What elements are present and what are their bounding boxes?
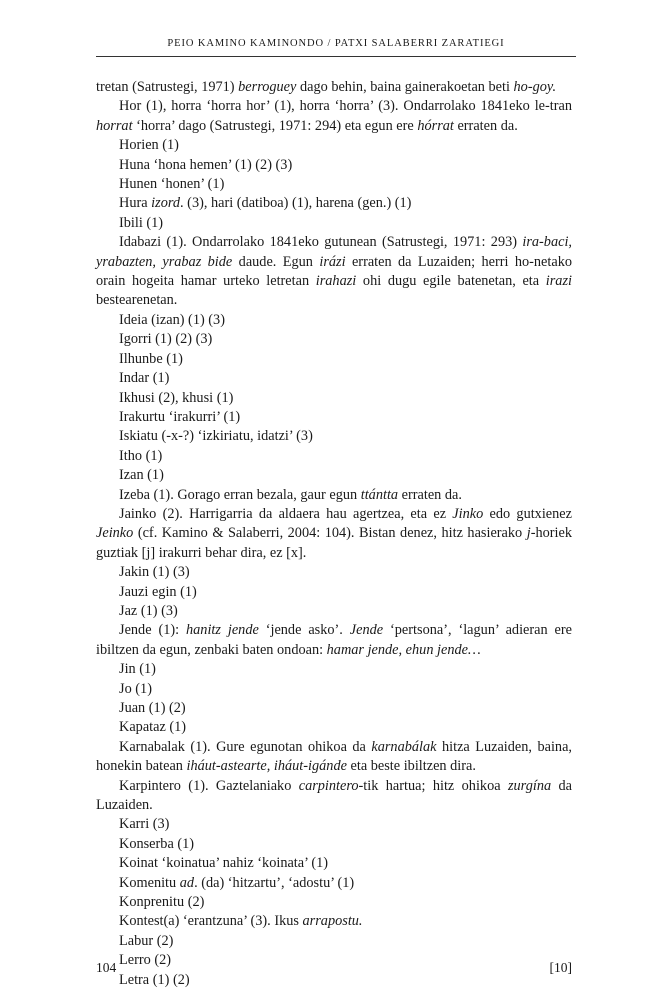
italic-term: hanitz jende <box>186 622 259 639</box>
text-run: Horien (1) <box>119 137 179 154</box>
text-run: ‘jende asko’. <box>258 622 350 639</box>
text-run: bestearenetan. <box>96 292 178 309</box>
text-run: Izeba (1). Gorago erran bezala, gaur egun <box>119 486 361 503</box>
glossary-entry <box>96 408 572 427</box>
glossary-entry <box>96 835 572 854</box>
text-run: Hura <box>119 195 152 212</box>
glossary-entry <box>96 660 572 679</box>
text-run: Jaz (1) (3) <box>119 602 178 619</box>
text-run: Lerro (2) <box>119 952 171 969</box>
text-run: -horiek guztiak [j] irakurri behar dira, ez [x]. <box>96 525 572 561</box>
text-run: ‘pertsona’, ‘lagun’ adieran ere ibiltzen da egun, zenbaki baten ondoan: <box>96 622 572 658</box>
text-run: Ibili (1) <box>119 214 164 231</box>
running-header: PEIO KAMINO KAMINONDO / PATXI SALABERRI ZARATIEGI <box>167 38 505 49</box>
text-run: Idabazi (1). Ondarrolako 1841eko gutunean (Satrustegi, 1971: 293) <box>119 234 523 251</box>
paragraph <box>96 777 572 816</box>
glossary-entry <box>96 854 572 873</box>
paragraph <box>96 621 572 660</box>
paragraph <box>96 505 572 563</box>
glossary-entry <box>96 156 572 175</box>
text-run: Ilhunbe (1) <box>119 350 183 367</box>
italic-term: irazi <box>545 273 572 290</box>
text-run: Kapataz (1) <box>119 719 187 736</box>
italic-term: Jende <box>349 622 384 639</box>
text-run: Igorri (1) (2) (3) <box>119 331 213 348</box>
italic-term: berroguey <box>238 79 297 95</box>
italic-term: zurgína <box>507 777 552 794</box>
text-run: Konserba (1) <box>119 835 195 852</box>
text-run: dago behin, baina gainerakoetan beti <box>296 79 514 95</box>
glossary-entry <box>96 389 572 408</box>
text-run: Ideia (izan) (1) (3) <box>119 311 225 328</box>
text-run: Jende (1): <box>119 622 186 639</box>
italic-term: ad <box>179 874 195 891</box>
text-run: Koinat ‘koinatua’ nahiz ‘koinata’ (1) <box>119 855 329 872</box>
glossary-entry <box>96 136 572 155</box>
glossary-entry <box>96 815 572 834</box>
text-run: Kontest(a) ‘erantzuna’ (3). Ikus <box>119 913 303 930</box>
text-run: Iskiatu (-x-?) ‘izkiriatu, idatzi’ (3) <box>119 428 313 445</box>
text-run: Irakurtu ‘irakurri’ (1) <box>119 408 241 425</box>
text-run: Jauzi egin (1) <box>119 583 197 600</box>
italic-term: ttántta <box>360 486 399 503</box>
text-run: Ikhusi (2), khusi (1) <box>119 389 234 406</box>
glossary-entry <box>96 330 572 349</box>
glossary-entry <box>96 175 572 194</box>
text-run: Labur (2) <box>119 932 174 949</box>
text-run: ‘horra’ dago (Satrustegi, 1971: 294) eta egun ere <box>132 117 418 134</box>
text-run: Huna ‘hona hemen’ (1) (2) (3) <box>119 156 293 173</box>
glossary-entry <box>96 680 572 699</box>
text-run: Jo (1) <box>119 680 152 697</box>
glossary-entry <box>96 912 572 931</box>
text-run: Karnabalak (1). Gure egunotan ohikoa da <box>119 738 372 755</box>
text-run: Karpintero (1). Gaztelaniako <box>119 777 299 794</box>
text-run: Komenitu <box>119 874 180 891</box>
section-number: [10] <box>549 960 572 975</box>
italic-term: carpintero <box>298 777 359 794</box>
glossary-entry <box>96 583 572 602</box>
glossary-entry <box>96 602 572 621</box>
text-run: . (da) ‘hitzartu’, ‘adostu’ (1) <box>194 874 355 891</box>
glossary-entry <box>96 971 572 990</box>
italic-term: karnabálak <box>371 738 437 755</box>
italic-term: Jeinko <box>96 525 134 542</box>
body-text <box>96 78 572 990</box>
text-run: erraten da. <box>453 117 518 134</box>
text-run: Hor (1), horra ‘horra hor’ (1), horra ‘horra’ (3). Ondarrolako 1841eko le-tran <box>119 98 572 115</box>
glossary-entry <box>96 718 572 737</box>
text-run: Letra (1) (2) <box>119 971 190 988</box>
italic-term: ira-baci, yrabazten, yrabaz bide <box>96 234 572 270</box>
italic-term: arrapostu. <box>302 913 363 930</box>
italic-term: j <box>526 525 531 542</box>
text-run: tretan (Satrustegi, 1971) <box>96 79 239 95</box>
italic-term: irahazi <box>315 273 357 290</box>
italic-term: hórrat <box>417 117 454 134</box>
glossary-entry <box>96 466 572 485</box>
text-run: daude. Egun <box>232 253 320 270</box>
glossary-entry <box>96 563 572 582</box>
text-run: ohi dugu egile batenetan, eta <box>356 273 546 290</box>
glossary-entry <box>96 486 572 505</box>
text-run: Jin (1) <box>119 661 156 678</box>
text-run: Konprenitu (2) <box>119 894 205 911</box>
italic-term: ho-goy. <box>513 79 557 95</box>
glossary-entry <box>96 427 572 446</box>
glossary-entry <box>96 874 572 893</box>
header-rule <box>96 56 576 57</box>
italic-term: irázi <box>319 253 346 270</box>
text-run: -tik hartua; hitz ohikoa <box>358 777 508 794</box>
italic-term: hamar jende, ehun jende… <box>326 641 481 658</box>
italic-term: izord <box>151 195 181 212</box>
text-run: (cf. Kamino & Salaberri, 2004: 104). Bistan denez, hitz hasierako <box>133 525 527 542</box>
paragraph <box>96 233 572 311</box>
glossary-entry <box>96 214 572 233</box>
glossary-entry <box>96 369 572 388</box>
text-run: Izan (1) <box>119 467 164 484</box>
italic-term: iháut-astearte, iháut-igánde <box>186 758 347 775</box>
text-run: edo gutxienez <box>483 505 572 522</box>
glossary-entry <box>96 447 572 466</box>
text-run: eta beste ibiltzen dira. <box>346 758 476 775</box>
text-run: erraten da. <box>398 486 462 503</box>
text-run: erraten da Luzaiden; herri ho-netako orain hogeita hamar urteko letretan <box>96 253 573 290</box>
paragraph <box>96 97 572 136</box>
page-number: 104 <box>96 960 117 975</box>
text-run: . (3), hari (datiboa) (1), harena (gen.) (1) <box>180 195 412 212</box>
glossary-entry <box>96 311 572 330</box>
text-run: da Luzaiden. <box>96 777 572 814</box>
glossary-entry <box>96 951 572 970</box>
italic-term: horrat <box>96 117 133 134</box>
text-run: Juan (1) (2) <box>119 700 186 716</box>
text-run: Karri (3) <box>119 816 170 833</box>
italic-term: Jinko <box>452 505 484 522</box>
text-run: Jainko (2). Harrigarria da aldaera hau agertzea, eta ez <box>119 505 453 522</box>
paragraph <box>96 78 572 97</box>
text-run: Itho (1) <box>119 447 163 464</box>
text-run: Hunen ‘honen’ (1) <box>119 176 225 193</box>
glossary-entry <box>96 699 572 718</box>
glossary-entry <box>96 194 572 213</box>
text-run: Indar (1) <box>119 370 170 387</box>
text-run: Jakin (1) (3) <box>119 564 190 581</box>
glossary-entry <box>96 893 572 912</box>
glossary-entry <box>96 350 572 369</box>
text-run: hitza Luzaiden, baina, honekin batean <box>96 738 573 775</box>
paragraph <box>96 738 572 777</box>
glossary-entry <box>96 932 572 951</box>
